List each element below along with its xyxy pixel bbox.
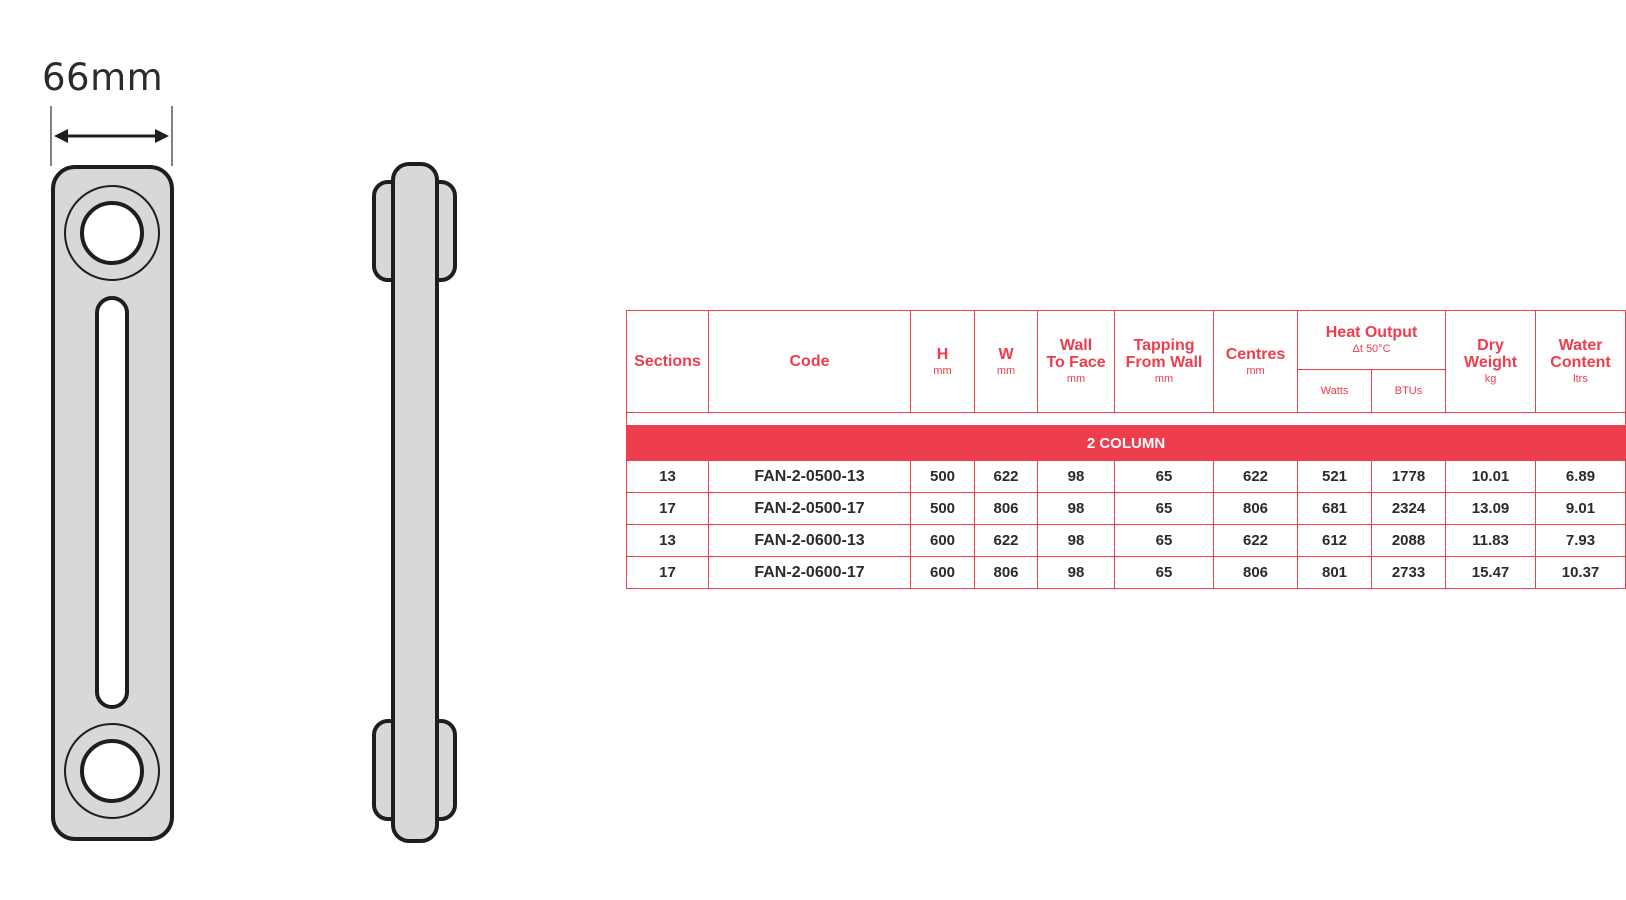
table-row bbox=[627, 461, 1626, 493]
cell-dry-weight: 11.83 bbox=[1446, 525, 1536, 557]
cell-sections: 13 bbox=[627, 525, 709, 557]
cell-watts: 521 bbox=[1298, 461, 1372, 493]
cell-code: FAN-2-0600-17 bbox=[709, 557, 911, 589]
specification-table bbox=[626, 310, 1626, 589]
header-watts: Watts bbox=[1298, 370, 1372, 413]
cell-h: 500 bbox=[911, 493, 975, 525]
table-row bbox=[627, 525, 1626, 557]
cell-tapping: 65 bbox=[1115, 493, 1214, 525]
group-label: 2 COLUMN bbox=[627, 426, 1626, 461]
header-h: H mm bbox=[911, 311, 975, 413]
width-dimension-label: 66mm bbox=[42, 56, 164, 99]
cell-tapping: 65 bbox=[1115, 557, 1214, 589]
cell-h: 600 bbox=[911, 525, 975, 557]
cell-code: FAN-2-0500-13 bbox=[709, 461, 911, 493]
cell-w: 622 bbox=[975, 461, 1038, 493]
header-centres: Centres mm bbox=[1214, 311, 1298, 413]
cell-tapping: 65 bbox=[1115, 525, 1214, 557]
table-spacer bbox=[627, 413, 1626, 426]
cell-wall-to-face: 98 bbox=[1038, 525, 1115, 557]
cell-dry-weight: 10.01 bbox=[1446, 461, 1536, 493]
header-btus: BTUs bbox=[1372, 370, 1446, 413]
side-view-section bbox=[374, 164, 455, 841]
cell-btus: 2733 bbox=[1372, 557, 1446, 589]
header-tapping-from-wall: Tapping From Wall mm bbox=[1115, 311, 1214, 413]
width-dimension-arrow bbox=[51, 106, 172, 166]
table-row bbox=[627, 493, 1626, 525]
header-code: Code bbox=[709, 311, 911, 413]
cell-wall-to-face: 98 bbox=[1038, 461, 1115, 493]
group-band bbox=[627, 426, 1626, 461]
header-water-content: Water Content ltrs bbox=[1536, 311, 1626, 413]
cell-code: FAN-2-0500-17 bbox=[709, 493, 911, 525]
cell-watts: 801 bbox=[1298, 557, 1372, 589]
cell-wall-to-face: 98 bbox=[1038, 493, 1115, 525]
cell-code: FAN-2-0600-13 bbox=[709, 525, 911, 557]
radiator-section-drawing bbox=[0, 0, 600, 900]
cell-water-content: 7.93 bbox=[1536, 525, 1626, 557]
cell-centres: 806 bbox=[1214, 493, 1298, 525]
cell-tapping: 65 bbox=[1115, 461, 1214, 493]
cell-wall-to-face: 98 bbox=[1038, 557, 1115, 589]
cell-btus: 1778 bbox=[1372, 461, 1446, 493]
header-wall-to-face: Wall To Face mm bbox=[1038, 311, 1115, 413]
cell-centres: 622 bbox=[1214, 525, 1298, 557]
cell-centres: 622 bbox=[1214, 461, 1298, 493]
header-sections: Sections bbox=[627, 311, 709, 413]
cell-watts: 681 bbox=[1298, 493, 1372, 525]
cell-h: 600 bbox=[911, 557, 975, 589]
cell-centres: 806 bbox=[1214, 557, 1298, 589]
cell-w: 806 bbox=[975, 557, 1038, 589]
cell-sections: 17 bbox=[627, 557, 709, 589]
cell-w: 806 bbox=[975, 493, 1038, 525]
header-dry-weight: Dry Weight kg bbox=[1446, 311, 1536, 413]
table-row bbox=[627, 557, 1626, 589]
header-heat-output: Heat Output Δt 50°C bbox=[1298, 311, 1446, 370]
cell-sections: 17 bbox=[627, 493, 709, 525]
cell-btus: 2088 bbox=[1372, 525, 1446, 557]
cell-sections: 13 bbox=[627, 461, 709, 493]
cell-water-content: 10.37 bbox=[1536, 557, 1626, 589]
cell-dry-weight: 13.09 bbox=[1446, 493, 1536, 525]
cell-w: 622 bbox=[975, 525, 1038, 557]
cell-h: 500 bbox=[911, 461, 975, 493]
header-w: W mm bbox=[975, 311, 1038, 413]
cell-dry-weight: 15.47 bbox=[1446, 557, 1536, 589]
table-header-row bbox=[627, 311, 1626, 370]
cell-water-content: 9.01 bbox=[1536, 493, 1626, 525]
cell-btus: 2324 bbox=[1372, 493, 1446, 525]
cell-watts: 612 bbox=[1298, 525, 1372, 557]
cell-water-content: 6.89 bbox=[1536, 461, 1626, 493]
front-view-section bbox=[53, 167, 172, 839]
